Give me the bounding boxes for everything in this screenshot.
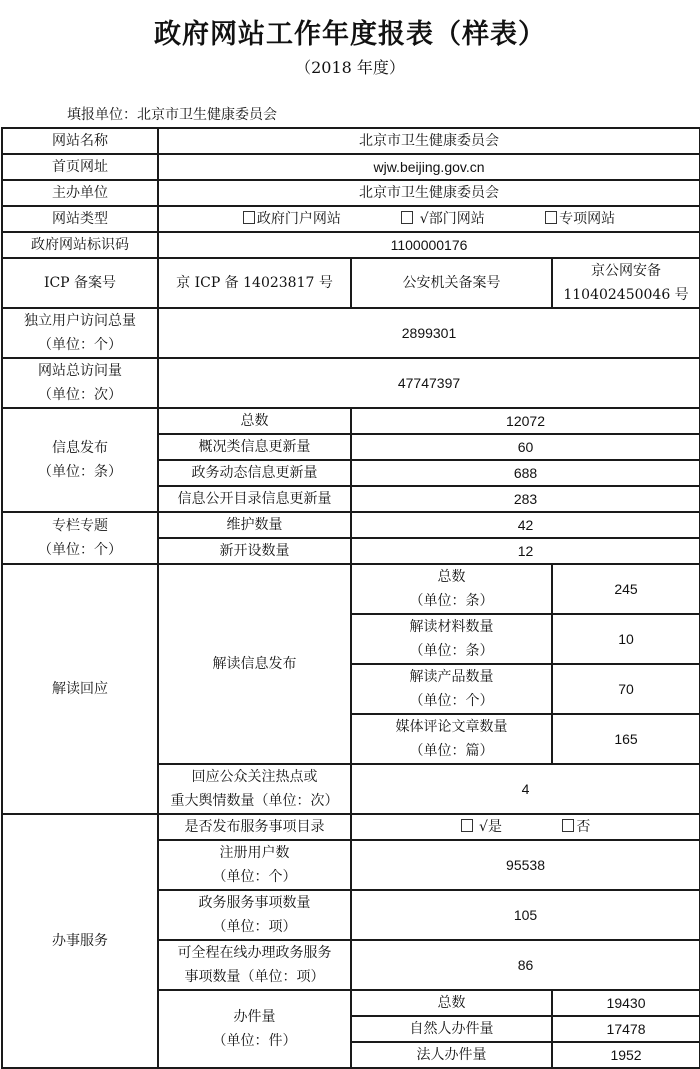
- services-label: 办事服务: [2, 814, 158, 1068]
- info-row-label: 总数: [158, 408, 351, 434]
- row-host: [2, 180, 700, 206]
- columns-row-value: 42: [351, 512, 700, 538]
- host-value: 北京市卫生健康委员会: [158, 180, 700, 206]
- checkbox-icon[interactable]: [562, 819, 574, 832]
- host-label: 主办单位: [2, 180, 158, 206]
- cases-row-label: 总数: [351, 990, 552, 1016]
- homepage-value: wjw.beijing.gov.cn: [158, 154, 700, 180]
- info-row-value: 688: [351, 460, 700, 486]
- info-row-label: 政务动态信息更新量: [158, 460, 351, 486]
- filler-unit: 填报单位：北京市卫生健康委员会: [67, 107, 277, 123]
- info-row-label: 概况类信息更新量: [158, 434, 351, 460]
- columns-label: 专栏专题 （单位：个）: [2, 512, 158, 564]
- pv-value: 47747397: [158, 358, 700, 408]
- row-service-catalog: [2, 814, 700, 840]
- response-value: 4: [351, 764, 700, 814]
- checkbox-icon[interactable]: [401, 211, 413, 224]
- info-row-value: 283: [351, 486, 700, 512]
- response-label: 回应公众关注热点或 重大舆情数量（单位：次）: [158, 764, 351, 814]
- info-publish-label: 信息发布 （单位：条）: [2, 408, 158, 512]
- row-icp: [2, 258, 700, 308]
- registered-label: 注册用户数 （单位：个）: [158, 840, 351, 890]
- row-page-views: [2, 358, 700, 408]
- site-name-label: 网站名称: [2, 128, 158, 154]
- pv-label: 网站总访问量 （单位：次）: [2, 358, 158, 408]
- interp-row-label: 解读产品数量 （单位：个）: [351, 664, 552, 714]
- interpretation-sub-label: 解读信息发布: [158, 564, 351, 764]
- row-site-type: [2, 206, 700, 232]
- report-table: [1, 127, 700, 1069]
- interp-row-label: 总数 （单位：条）: [351, 564, 552, 614]
- online-value: 86: [351, 940, 700, 990]
- option-portal-site[interactable]: 政府门户网站: [243, 207, 341, 231]
- row-site-id: [2, 232, 700, 258]
- icp-value: 京 ICP 备 14023817 号: [158, 258, 351, 308]
- police-value: 京公网安备 110402450046 号: [552, 258, 700, 308]
- interp-row-value: 10: [552, 614, 700, 664]
- site-id-value: 1100000176: [158, 232, 700, 258]
- columns-row-label: 新开设数量: [158, 538, 351, 564]
- items-value: 105: [351, 890, 700, 940]
- checkbox-icon[interactable]: [243, 211, 255, 224]
- report-year: （2018 年度）: [295, 58, 405, 77]
- registered-value: 95538: [351, 840, 700, 890]
- checkbox-icon[interactable]: [545, 211, 557, 224]
- police-label: 公安机关备案号: [351, 258, 552, 308]
- info-row-value: 12072: [351, 408, 700, 434]
- site-id-label: 政府网站标识码: [2, 232, 158, 258]
- interp-row-label: 媒体评论文章数量 （单位：篇）: [351, 714, 552, 764]
- cases-row-label: 法人办件量: [351, 1042, 552, 1068]
- info-row-label: 信息公开目录信息更新量: [158, 486, 351, 512]
- interp-row-value: 245: [552, 564, 700, 614]
- catalog-label: 是否发布服务事项目录: [158, 814, 351, 840]
- cases-row-value: 19430: [552, 990, 700, 1016]
- option-no[interactable]: 否: [562, 815, 590, 839]
- homepage-label: 首页网址: [2, 154, 158, 180]
- interpretation-label: 解读回应: [2, 564, 158, 814]
- interp-row-label: 解读材料数量 （单位：条）: [351, 614, 552, 664]
- online-label: 可全程在线办理政务服务 事项数量（单位：项）: [158, 940, 351, 990]
- option-department-site[interactable]: √部门网站: [401, 207, 484, 231]
- items-label: 政务服务事项数量 （单位：项）: [158, 890, 351, 940]
- columns-row-value: 12: [351, 538, 700, 564]
- checkbox-icon[interactable]: [461, 819, 473, 832]
- option-special-site[interactable]: 专项网站: [545, 207, 615, 231]
- check-mark-icon: √: [479, 819, 488, 835]
- row-columns-maintain: [2, 512, 700, 538]
- row-interp-total: [2, 564, 700, 614]
- icp-label: ICP 备案号: [2, 258, 158, 308]
- option-yes[interactable]: √是: [461, 815, 502, 839]
- check-mark-icon: √: [419, 211, 429, 227]
- site-type-label: 网站类型: [2, 206, 158, 232]
- uv-value: 2899301: [158, 308, 700, 358]
- row-info-total: [2, 408, 700, 434]
- uv-label: 独立用户访问总量 （单位：个）: [2, 308, 158, 358]
- row-site-name: [2, 128, 700, 154]
- cases-label: 办件量 （单位：件）: [158, 990, 351, 1068]
- info-row-value: 60: [351, 434, 700, 460]
- cases-row-value: 17478: [552, 1016, 700, 1042]
- catalog-options: [351, 814, 700, 840]
- row-homepage: [2, 154, 700, 180]
- cases-row-label: 自然人办件量: [351, 1016, 552, 1042]
- interp-row-value: 70: [552, 664, 700, 714]
- report-title: 政府网站工作年度报表（样表）: [154, 19, 546, 50]
- cases-row-value: 1952: [552, 1042, 700, 1068]
- site-name-value: 北京市卫生健康委员会: [158, 128, 700, 154]
- site-type-options: [158, 206, 700, 232]
- columns-row-label: 维护数量: [158, 512, 351, 538]
- interp-row-value: 165: [552, 714, 700, 764]
- row-unique-visitors: [2, 308, 700, 358]
